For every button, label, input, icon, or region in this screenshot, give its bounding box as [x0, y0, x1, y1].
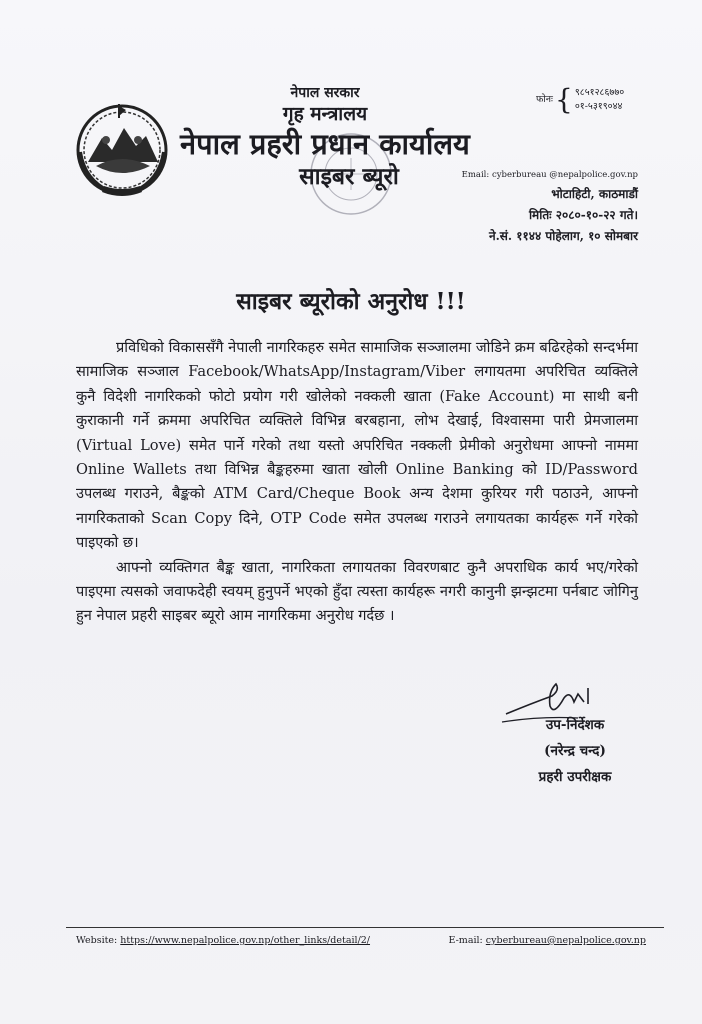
header-email: Email: cyberbureau @nepalpolice.gov.np	[461, 170, 638, 180]
email-link[interactable]: cyberbureau@nepalpolice.gov.np	[485, 935, 646, 946]
office-name: नेपाल प्रहरी प्रधान कार्यालय	[180, 127, 470, 161]
phone-label: फोनः	[536, 94, 553, 105]
body-paragraph-1: प्रविधिको विकाससँगै नेपाली नागरिकहरु समेत सामाजिक सञ्जालमा जोडिने क्रम बढिरहेको सन्दर्भमा सामाजिक सञ्जाल Facebook/WhatsApp/Instagram/Viber लगायतमा अपरिचित व्यक्तिले कुनै विदेशी नागरिकको फोटो प्रयोग गरी खोलेको नक्कली खाता (Fake Account) मा साथी बनी कुराकानी गर्ने क्रममा अपरिचित व्यक्तिले विभिन्न बरबहाना, लोभ देखाई, विश्वासमा पारी प्रेमजालमा (Virtual Love) समेत पार्ने गरेको तथा यस्तो अपरिचित नक्कली प्रेमीको अनुरोधमा आफ्नो नाममा Online Wallets तथा विभिन्न बैङ्कहरुमा खाता खोली Online Banking को ID/Password उपलब्ध गराउने, बैङ्कको ATM Card/Cheque Book अन्य देशमा कुरियर गरी पठाउने, आफ्नो नागरिकताको Scan Copy दिने, OTP Code समेत उपलब्ध गराउने लगायतका कार्यहरू गर्ने गरेको पाइएको छ।	[76, 339, 638, 552]
nepal-sambat-date: ने.सं. ११४४ पोहेलाग, १० सोमबार	[488, 229, 638, 243]
letter-date: मितिः २०८०-१०-२२ गते।	[528, 208, 638, 222]
signature-block	[520, 712, 630, 790]
government-name: नेपाल सरकार	[290, 85, 360, 101]
page-title: साइबर ब्यूरोको अनुरोध !!!	[236, 288, 466, 315]
location: भोटाहिटी, काठमाडौं	[551, 187, 638, 201]
phone-number-2: ०१-५३१९०४४	[574, 101, 623, 112]
footer-website	[76, 935, 370, 946]
letter-body	[76, 336, 638, 629]
website-label: Website:	[76, 935, 118, 946]
signatory-rank: प्रहरी उपरीक्षक	[538, 769, 612, 785]
signatory-designation: उप-निर्देशक	[545, 717, 605, 733]
ministry-name: गृह मन्त्रालय	[282, 103, 368, 125]
letter-meta	[462, 166, 638, 247]
brace-icon: {	[554, 83, 573, 116]
bureau-name: साइबर ब्यूरो	[299, 163, 399, 190]
signatory-name: (नरेन्द्र चन्द)	[544, 743, 606, 759]
website-link[interactable]: https://www.nepalpolice.gov.np/other_links/detail/2/	[120, 935, 371, 946]
phone-number-1: ९८५१२८६७७०	[574, 87, 625, 98]
footer	[76, 935, 646, 946]
email-label: E-mail:	[448, 935, 483, 946]
footer-divider	[66, 927, 664, 928]
body-paragraph-2: आफ्नो व्यक्तिगत बैङ्क खाता, नागरिकता लगायतका विवरणबाट कुनै अपराधिक कार्य भए/गरेको पाइएमा त्यसको जवाफदेही स्वयम् हुनुपर्ने भएको हुँदा त्यस्ता कार्यहरू नगरी कानुनी झन्झटमा पर्नबाट जोगिनु हुन नेपाल प्रहरी साइबर ब्यूरो आम नागरिकमा अनुरोध गर्दछ ।	[76, 558, 638, 625]
footer-email	[448, 935, 646, 946]
letterhead	[180, 84, 510, 192]
phone-block	[536, 83, 625, 116]
